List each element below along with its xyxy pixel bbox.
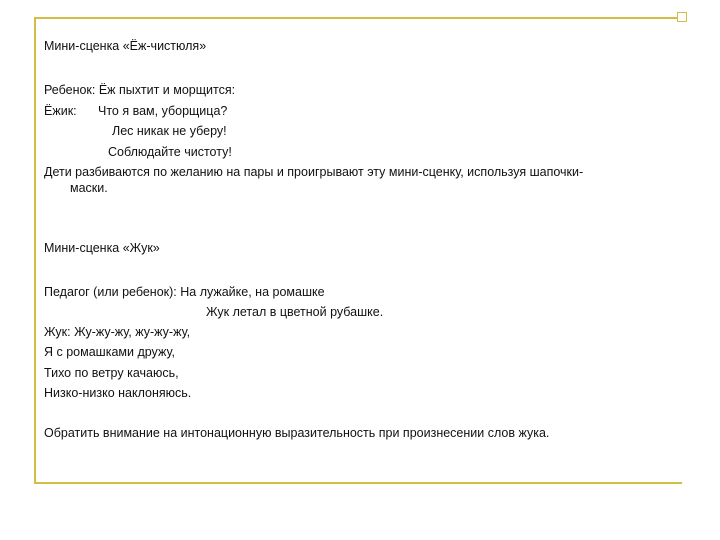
scene1-line1: Ребенок: Ёж пыхтит и морщится:: [44, 83, 236, 97]
scene1-title: Мини-сценка «Ёж-чистюля»: [44, 39, 207, 53]
scene1-line5b: маски.: [70, 181, 108, 195]
scene1-line2: Что я вам, уборщица?: [98, 104, 228, 118]
scene1-line5a: Дети разбиваются по желанию на пары и проигрывают эту мини-сценку, используя шапочки-: [44, 165, 584, 179]
bottom-rule: [34, 482, 682, 484]
scene2-note: Обратить внимание на интонационную выразительность при произнесении слов жука.: [44, 426, 550, 440]
scene2-line5: Тихо по ветру качаюсь,: [44, 366, 179, 380]
scene1-speaker: Ёжик:: [44, 104, 77, 118]
scene2-line3: Жук: Жу-жу-жу, жу-жу-жу,: [44, 325, 191, 339]
scene2-line4: Я с ромашками дружу,: [44, 345, 175, 359]
corner-square: [677, 12, 687, 22]
scene1-line3: Лес никак не уберу!: [112, 124, 227, 138]
scene1-line4: Соблюдайте чистоту!: [108, 145, 232, 159]
left-rule: [34, 17, 36, 483]
scene2-line1: Педагог (или ребенок): На лужайке, на ромашке: [44, 285, 325, 299]
top-rule: [34, 17, 682, 19]
scene2-line6: Низко-низко наклоняюсь.: [44, 386, 192, 400]
scene2-line2: Жук летал в цветной рубашке.: [206, 305, 384, 319]
scene2-title: Мини-сценка «Жук»: [44, 241, 160, 255]
